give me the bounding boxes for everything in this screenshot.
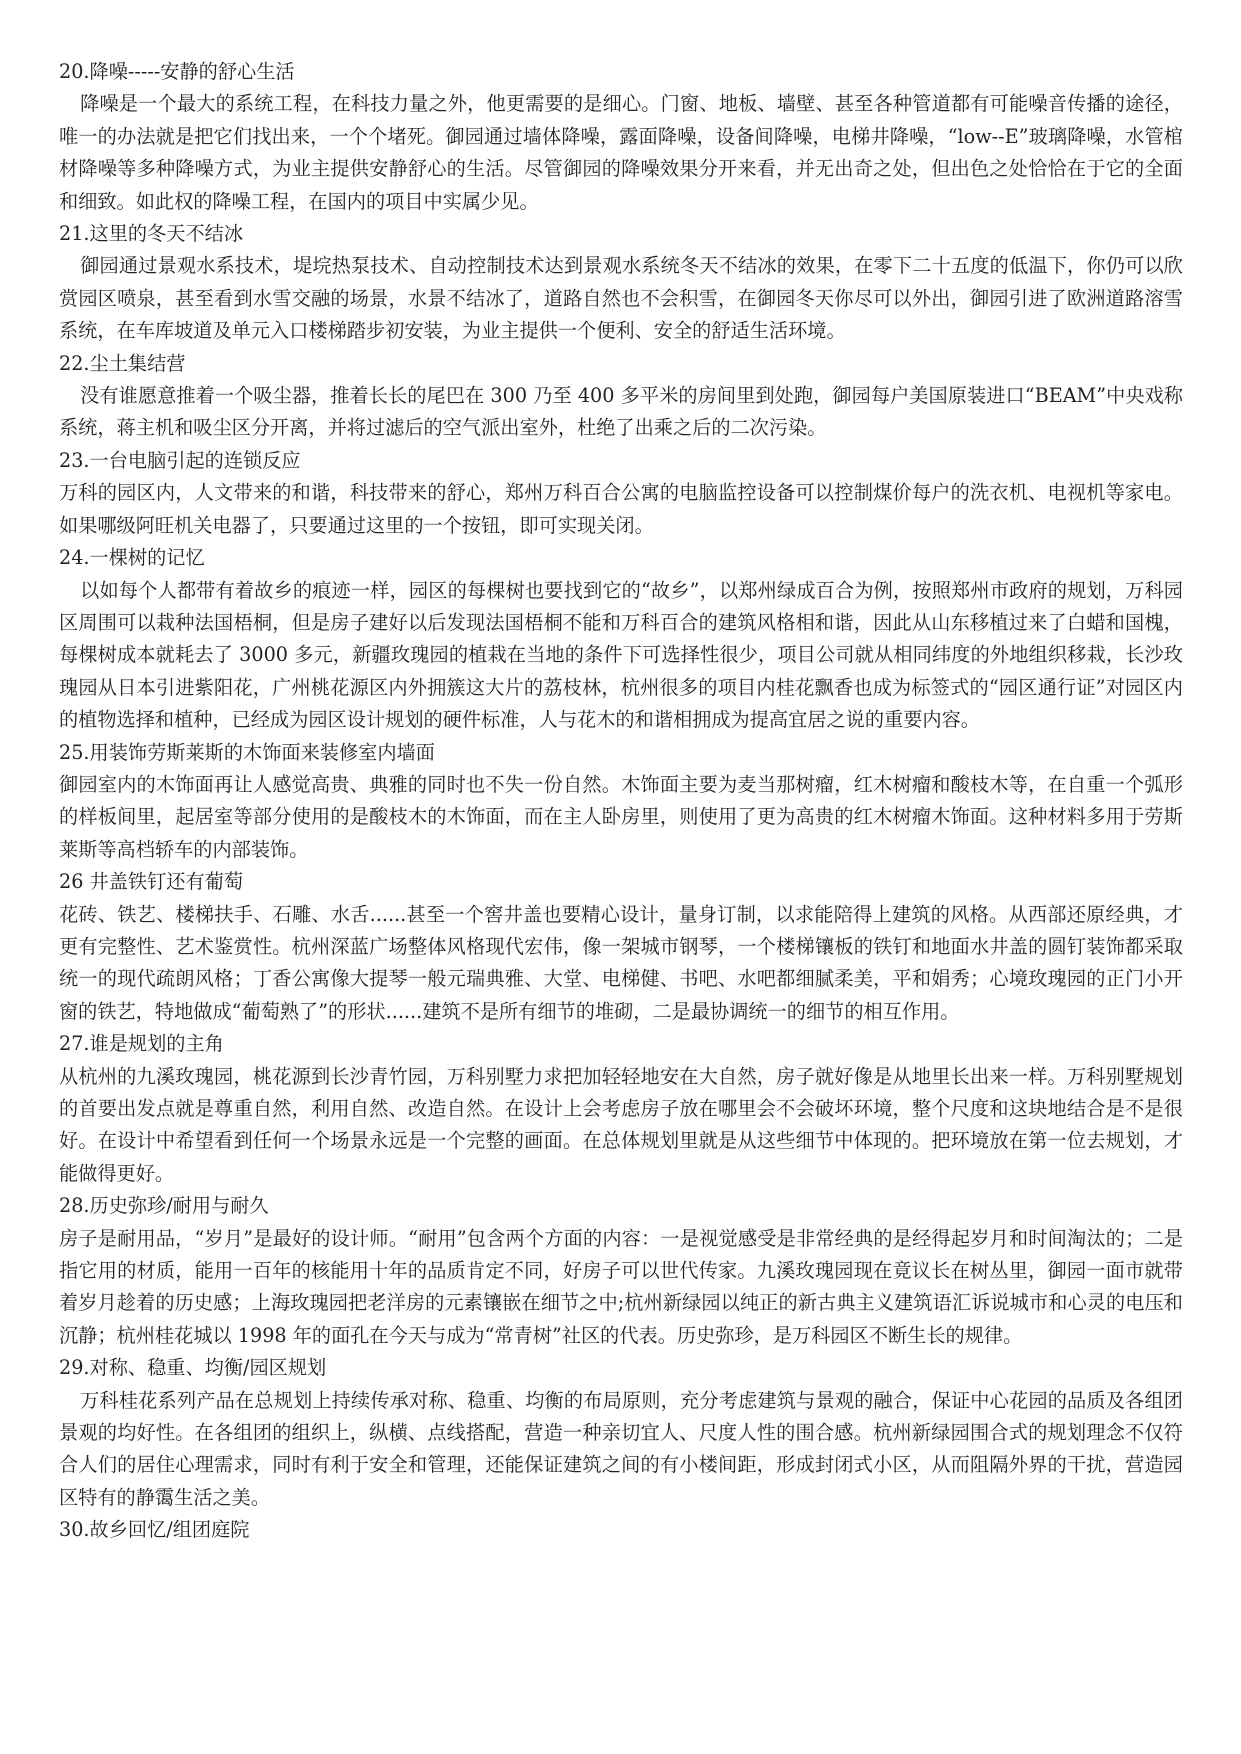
document-page [59, 56, 1183, 1547]
section-body: 降噪是一个最大的系统工程，在科技力量之外，他更需要的是细心。门窗、地板、墙壁、甚至各种管道都有可能噪音传播的途径，唯一的办法就是把它们找出来，一个个堵死。御园通过墙体降噪，露面降噪，设备间降噪，电梯井降噪，“low--E”玻璃降噪，水管棺材降噪等多种降噪方式，为业主提供安静舒心的生活。尽管御园的降噪效果分开来看，并无出奇之处，但出色之处恰恰在于它的全面和细致。如此权的降噪工程，在国内的项目中实属少见。 [59, 92, 1183, 213]
section [59, 542, 1183, 736]
section-title: 29.对称、稳重、均衡/园区规划 [59, 1356, 327, 1380]
section-title: 22.尘土集结营 [59, 351, 186, 375]
section-title: 27.谁是规划的主角 [59, 1032, 224, 1056]
section [59, 348, 1183, 445]
section-body: 房子是耐用品，“岁月”是最好的设计师。“耐用”包含两个方面的内容：一是视觉感受是非常经典的是经得起岁月和时间淘汰的；二是指它用的材质，能用一百年的核能用十年的品质肯定不同，好房子可以世代传家。九溪玫瑰园现在竟议长在树丛里，御园一面市就带着岁月趁着的历史感；上海玫瑰园把老洋房的元素镶嵌在细节之中;杭州新绿园以纯正的新古典主义建筑语汇诉说城市和心灵的电压和沉静；杭州桂花城以 1998 年的面孔在今天与成为“常青树”社区的代表。历史弥珍，是万科园区不断生长的规律。 [59, 1226, 1183, 1347]
section [59, 737, 1183, 867]
section [59, 1028, 1183, 1190]
section-body: 没有谁愿意推着一个吸尘器，推着长长的尾巴在 300 乃至 400 多平米的房间里到处跑，御园每户美国原装进口“BEAM”中央戏称系统，蒋主机和吸尘区分开离，并将过滤后的空气派出室外，杜绝了出乘之后的二次污染。 [59, 384, 1183, 440]
section-title: 23.一台电脑引起的连锁反应 [59, 448, 301, 472]
section-title: 26 井盖铁钉还有葡萄 [59, 870, 244, 894]
section-body: 以如每个人都带有着故乡的痕迹一样，园区的每棵树也要找到它的“故乡”，以郑州绿成百合为例，按照郑州市政府的规划，万科园区周围可以栽种法国梧桐，但是房子建好以后发现法国梧桐不能和万科百合的建筑风格相和谐，因此从山东移植过来了白蜡和国槐，每棵树成本就耗去了 3000 多元，新疆玫瑰园的植栽在当地的条件下可选择性很少，项目公司就从相同纬度的外地组织移栽，长沙玫瑰园从日本引进紫阳花，广州桃花源区内外拥簇这大片的荔枝林，杭州很多的项目内桂花飘香也成为标签式的“园区通行证”对园区内的植物选择和植种，已经成为园区设计规划的硬件标准，人与花木的和谐相拥成为提高宜居之说的重要内容。 [59, 578, 1183, 732]
section [59, 218, 1183, 348]
section-title: 30.故乡回忆/组团庭院 [59, 1518, 250, 1542]
section [59, 1190, 1183, 1352]
section-body: 御园通过景观水系技术，堤垸热泵技术、自动控制技术达到景观水系统冬天不结冰的效果，在零下二十五度的低温下，你仍可以欣赏园区喷泉，甚至看到水雪交融的场景，水景不结冰了，道路自然也不会积雪，在御园冬天你尽可以外出，御园引进了欧洲道路溶雪系统，在车库坡道及单元入口楼梯踏步初安装，为业主提供一个便利、安全的舒适生活环境。 [59, 254, 1183, 343]
section-body: 御园室内的木饰面再让人感觉高贵、典雅的同时也不失一份自然。木饰面主要为麦当那树瘤，红木树瘤和酸枝木等，在自重一个弧形的样板间里，起居室等部分使用的是酸枝木的木饰面，而在主人卧房里，则使用了更为高贵的红木树瘤木饰面。这种材料多用于劳斯莱斯等高档轿车的内部装饰。 [59, 772, 1183, 861]
section-title: 25.用装饰劳斯莱斯的木饰面来装修室内墙面 [59, 740, 435, 764]
section [59, 56, 1183, 218]
section [59, 445, 1183, 542]
section-title: 24.一棵树的记忆 [59, 546, 205, 570]
section-body: 从杭州的九溪玫瑰园，桃花源到长沙青竹园，万科别墅力求把加轻轻地安在大自然，房子就好像是从地里长出来一样。万科别墅规划的首要出发点就是尊重自然，利用自然、改造自然。在设计上会考虑房子放在哪里会不会破坏环境，整个尺度和这块地结合是不是很好。在设计中希望看到任何一个场景永远是一个完整的画面。在总体规划里就是从这些细节中体现的。把环境放在第一位去规划，才能做得更好。 [59, 1064, 1183, 1185]
section-title: 28.历史弥珍/耐用与耐久 [59, 1194, 269, 1218]
section-body: 花砖、铁艺、楼梯扶手、石雕、水舌......甚至一个窖井盖也要精心设计，量身订制，以求能陪得上建筑的风格。从西部还原经典，才更有完整性、艺术鉴赏性。杭州深蓝广场整体风格现代宏伟，像一架城市钢琴，一个楼梯镶板的铁钉和地面水井盖的圆钉装饰都采取统一的现代疏朗风格；丁香公寓像大提琴一般元瑞典雅、大堂、电梯健、书吧、水吧都细腻柔美，平和娟秀；心境玫瑰园的正门小开窗的铁艺，特地做成“葡萄熟了”的形状......建筑不是所有细节的堆砌，二是最协调统一的细节的相互作用。 [59, 902, 1183, 1023]
section-body: 万科桂花系列产品在总规划上持续传承对称、稳重、均衡的布局原则，充分考虑建筑与景观的融合，保证中心花园的品质及各组团景观的均好性。在各组团的组织上，纵横、点线搭配，营造一种亲切宜人、尺度人性的围合感。杭州新绿园围合式的规划理念不仅符合人们的居住心理需求，同时有利于安全和管理，还能保证建筑之间的有小楼间距，形成封闭式小区，从而阻隔外界的干扰，营造园区特有的静霭生活之美。 [59, 1388, 1183, 1509]
section-title: 21.这里的冬天不结冰 [59, 222, 244, 246]
section-body: 万科的园区内，人文带来的和谐，科技带来的舒心，郑州万科百合公寓的电脑监控设备可以控制煤价每户的洗衣机、电视机等家电。如果哪级阿旺机关电器了，只要通过这里的一个按钮，即可实现关闭。 [59, 481, 1183, 537]
section [59, 866, 1183, 1028]
section-title: 20.降噪-----安静的舒心生活 [59, 60, 295, 83]
section [59, 1352, 1183, 1514]
section [59, 1514, 1183, 1546]
